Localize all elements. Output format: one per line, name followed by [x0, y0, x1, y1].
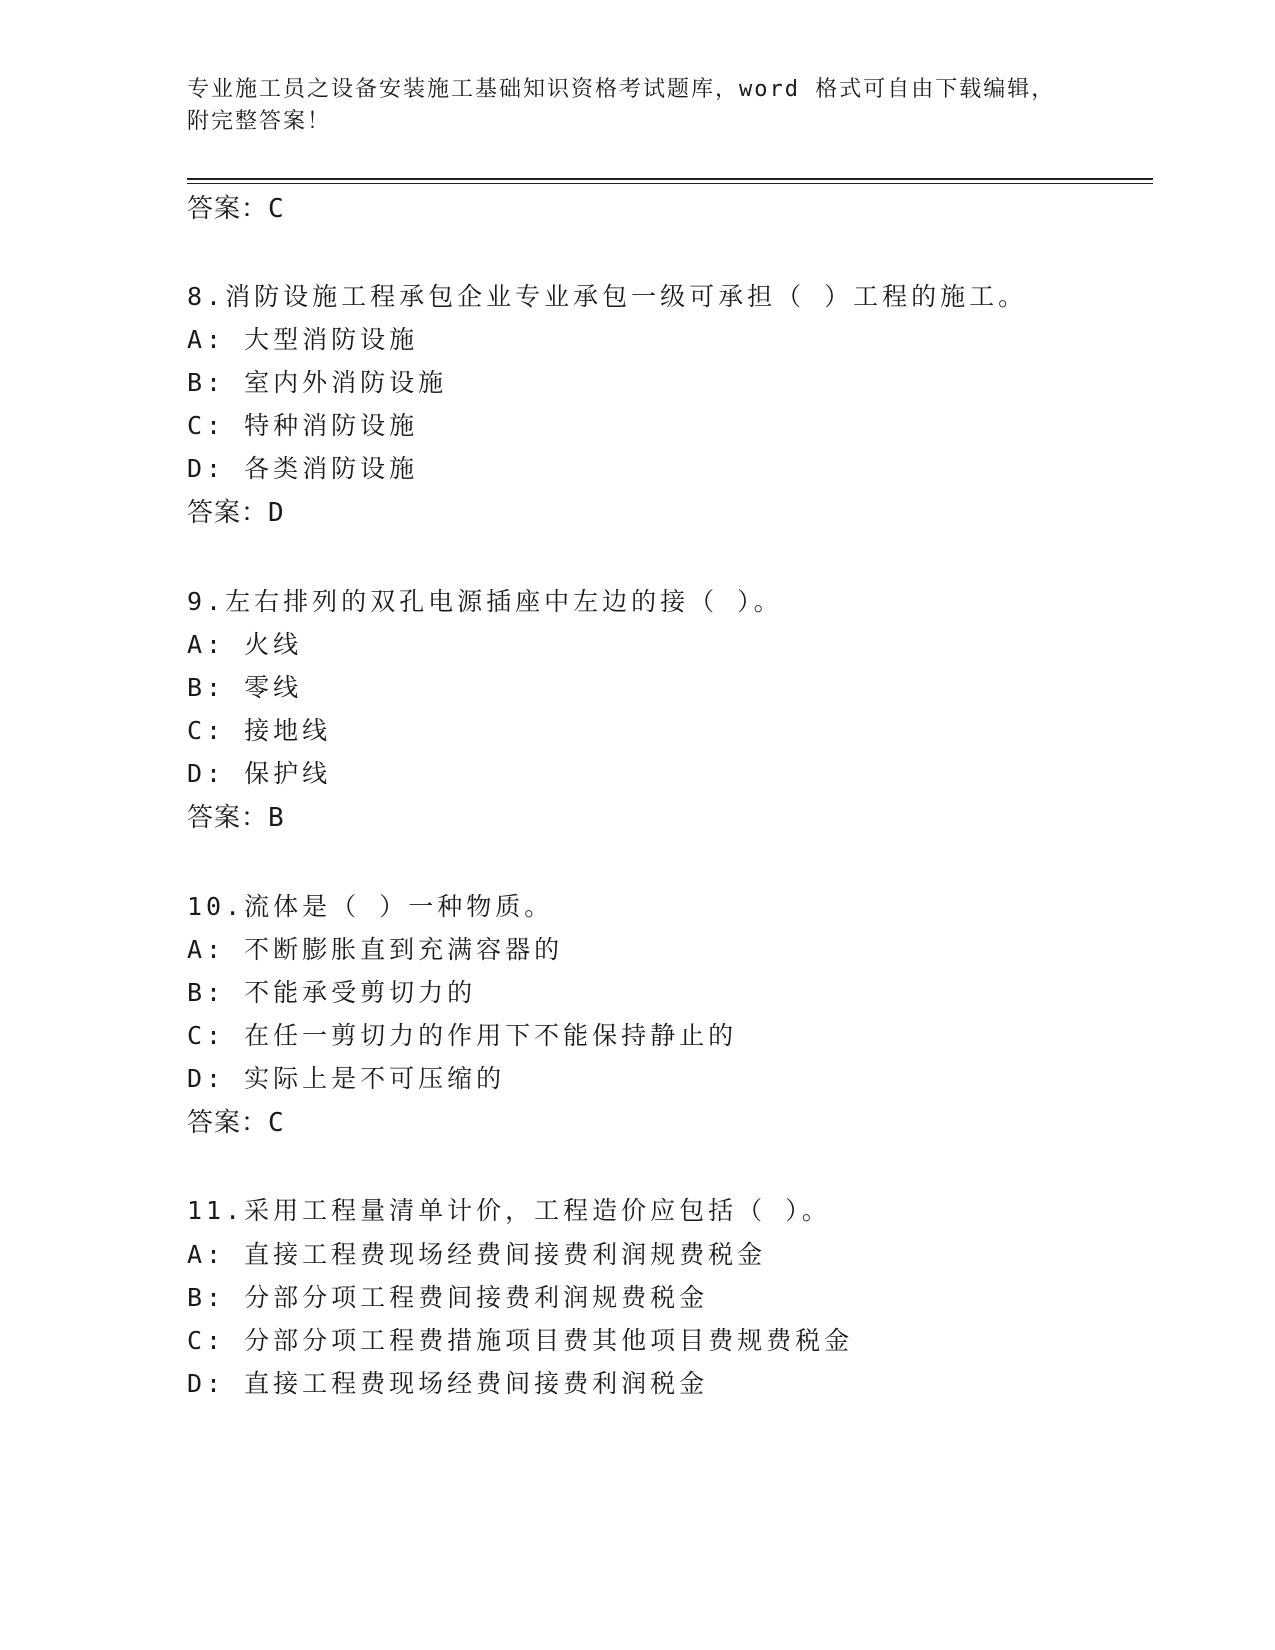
header-line-2: 附完整答案！ [187, 109, 332, 134]
option-c: C: 分部分项工程费措施项目费其他项目费规费税金 [187, 1326, 854, 1355]
option-b: B: 分部分项工程费间接费利润规费税金 [187, 1283, 709, 1312]
question-stem: 10.流体是（ ）一种物质。 [187, 892, 554, 921]
option-a: A: 大型消防设施 [187, 325, 419, 354]
header-line-1: 专业施工员之设备安装施工基础知识资格考试题库，word 格式可自由下载编辑， [187, 77, 1056, 102]
question-stem: 9.左右排列的双孔电源插座中左边的接（ ）。 [187, 587, 783, 616]
document-header [187, 74, 1087, 138]
answer: 答案：C [187, 1108, 285, 1138]
option-c: C: 在任一剪切力的作用下不能保持静止的 [187, 1021, 738, 1050]
answer: 答案：D [187, 498, 285, 528]
option-a: A: 火线 [187, 630, 303, 659]
header-divider-thin [187, 183, 1153, 184]
option-d: D: 直接工程费现场经费间接费利润税金 [187, 1369, 709, 1398]
option-b: B: 不能承受剪切力的 [187, 978, 477, 1007]
option-a: A: 直接工程费现场经费间接费利润规费税金 [187, 1240, 767, 1269]
option-c: C: 特种消防设施 [187, 411, 419, 440]
header-divider-thick [187, 178, 1153, 180]
question-stem: 11.采用工程量清单计价，工程造价应包括（ ）。 [187, 1196, 831, 1225]
option-a: A: 不断膨胀直到充满容器的 [187, 935, 564, 964]
answer: 答案：B [187, 803, 285, 833]
previous-answer: 答案：C [187, 194, 285, 224]
option-c: C: 接地线 [187, 716, 332, 745]
option-b: B: 室内外消防设施 [187, 368, 448, 397]
option-d: D: 实际上是不可压缩的 [187, 1064, 506, 1093]
option-d: D: 各类消防设施 [187, 454, 419, 483]
option-b: B: 零线 [187, 673, 303, 702]
option-d: D: 保护线 [187, 759, 332, 788]
question-stem: 8.消防设施工程承包企业专业承包一级可承担（ ）工程的施工。 [187, 282, 1028, 311]
